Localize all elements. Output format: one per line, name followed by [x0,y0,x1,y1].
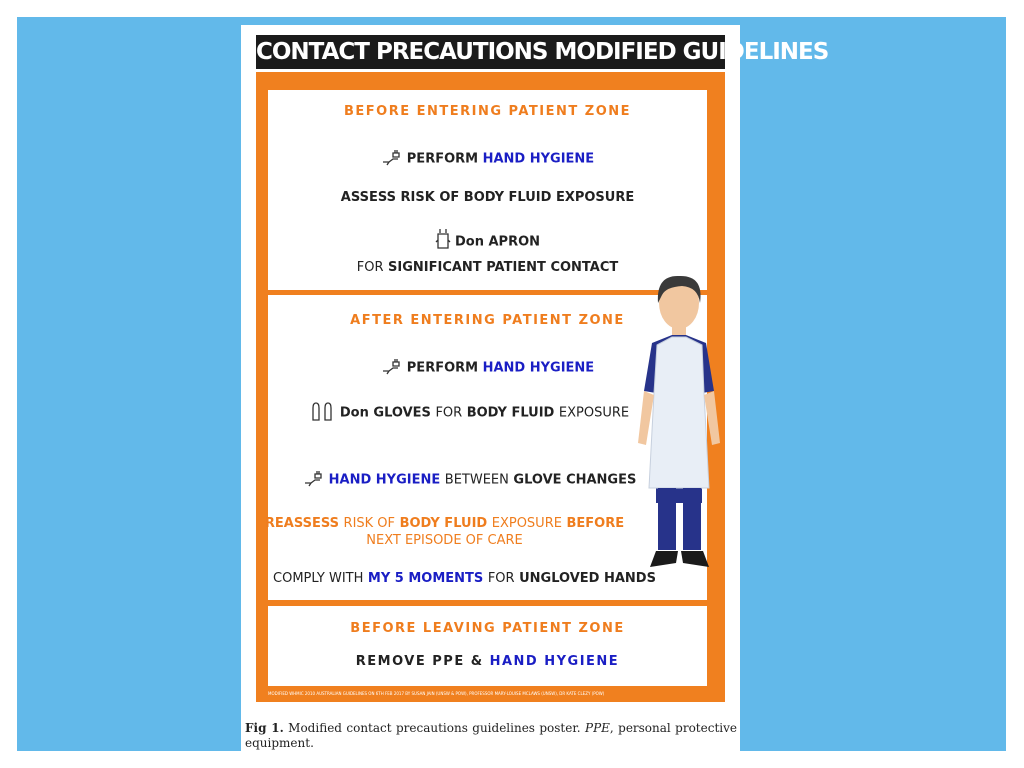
text-apron: APRON [488,234,541,250]
caption-label: Fig 1. [245,721,284,735]
text-for: FOR [435,405,463,421]
line-comply-5-moments [245,571,684,586]
caption-text-rest: , personal protective equipment. [245,721,737,750]
line-don-apron [268,228,707,256]
nurse-shoes [650,551,709,567]
text-ungloved-hands: UNGLOVED HANDS [519,571,656,586]
poster-title: CONTACT PRECAUTIONS MODIFIED GUIDELINES [256,35,725,69]
text-don: Don [339,405,369,421]
nurse-left-leg [658,488,676,550]
text-exposure: EXPOSURE [558,405,630,421]
figure-caption [245,721,737,751]
text-comply-with: COMPLY WITH [273,571,364,586]
line-remove-ppe [268,654,707,669]
caption-ppe: PPE [585,721,610,735]
line-perform-hand-hygiene-1 [268,148,707,170]
text-body-fluid: BODY FLUID [399,516,488,531]
gloves-icon [310,400,336,426]
text-for: FOR [487,571,515,586]
text-perform: PERFORM [406,151,479,167]
text-glove-changes: GLOVE CHANGES [513,472,637,488]
text-perform: PERFORM [406,360,479,376]
apron-icon [435,228,451,256]
text-for: FOR [356,260,384,275]
nurse-apron [649,337,709,488]
poster-footer-credits: MODIFIED WHMIC 2010 AUSTRALIAN GUIDELINES ON 6TH FEB 2017 BY SUSAN JAIN (UNSW & POW), PROFESSOR MARY-LOUISE MCLAWS (UNSW), DR KATE CLEZY (POW) [268,691,605,696]
text-hand-hygiene: HAND HYGIENE [482,360,595,376]
text-hand-hygiene: HAND HYGIENE [328,472,441,488]
text-my-5-moments: MY 5 MOMENTS [367,571,484,586]
hand-wash-icon [381,357,403,379]
line-glove-changes [250,469,689,491]
text-body-fluid: BODY FLUID [466,405,555,421]
text-reassess: REASSESS [264,516,339,531]
nurse-illustration [632,273,727,578]
heading-after-entering: AFTER ENTERING PATIENT ZONE [350,313,625,328]
heading-before-leaving: BEFORE LEAVING PATIENT ZONE [350,621,625,636]
text-hand-hygiene: HAND HYGIENE [482,151,595,167]
line-next-episode: NEXT EPISODE OF CARE [366,533,523,548]
text-exposure: EXPOSURE [491,516,562,531]
text-gloves: GLOVES [373,405,431,421]
line-don-gloves [250,400,689,426]
text-between: BETWEEN [444,472,509,488]
line-assess-risk: ASSESS RISK OF BODY FLUID EXPOSURE [340,190,635,205]
hand-wash-icon [303,469,325,491]
text-don: Don [454,234,484,250]
text-before: BEFORE [566,516,625,531]
text-hand-hygiene: HAND HYGIENE [489,654,620,669]
line-reassess [225,516,664,531]
heading-before-entering: BEFORE ENTERING PATIENT ZONE [343,104,632,119]
nurse-right-leg [683,488,701,550]
hand-wash-icon [381,148,403,170]
section-before-leaving [268,606,707,686]
text-risk-of: RISK OF [343,516,396,531]
text-remove-ppe: REMOVE PPE & [355,654,484,669]
text-significant-contact: SIGNIFICANT PATIENT CONTACT [388,260,619,275]
caption-text: Modified contact precautions guidelines poster. [288,721,581,735]
